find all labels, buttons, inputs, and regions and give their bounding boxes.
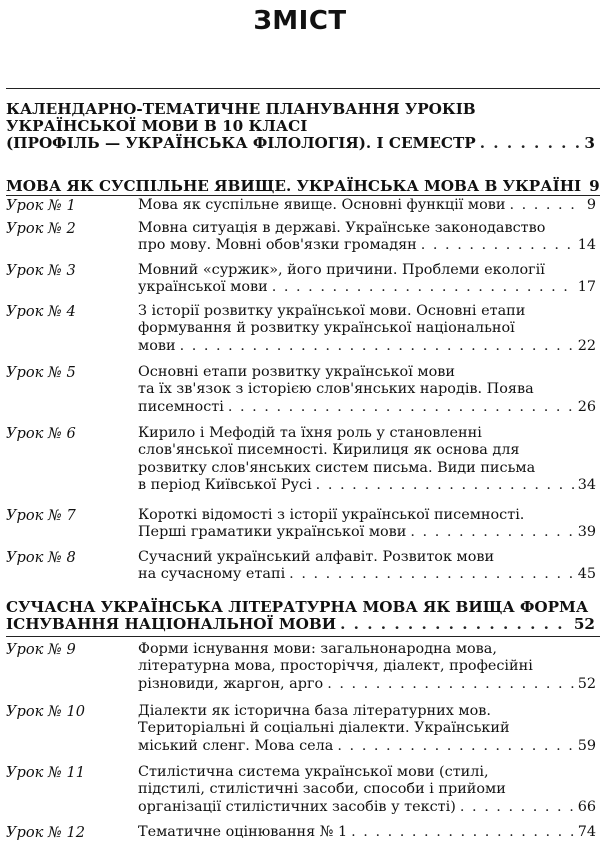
lesson-title: Форми існування мови: загальнонародна мова, xyxy=(138,641,497,657)
page-number: 39 xyxy=(577,524,596,541)
dot-leader xyxy=(327,676,574,693)
section-line: УКРАЇНСЬКОЇ МОВИ В 10 КЛАСІ xyxy=(6,117,308,135)
lesson-title: та їх зв'язок з історією слов'янських народів. Поява xyxy=(138,381,534,398)
dot-leader xyxy=(351,824,574,841)
lesson-title: мови xyxy=(138,337,176,354)
section-line: КАЛЕНДАРНО-ТЕМАТИЧНЕ ПЛАНУВАННЯ УРОКІВ xyxy=(6,100,476,118)
page-number: 17 xyxy=(577,279,596,296)
top-rule xyxy=(6,88,600,89)
lesson-title: Перші граматики української мови xyxy=(138,524,407,541)
lesson-title: Кирило і Мефодій та їхня роль у становленні xyxy=(138,425,482,441)
lesson-label: Урок № 4 xyxy=(6,303,76,320)
lesson-title: Стилістична система української мови (стилі, xyxy=(138,764,489,780)
section-heading-planning xyxy=(6,101,595,152)
lesson-title: літературна мова, просторіччя, діалект, професійні xyxy=(138,658,533,675)
page-title: ЗМІСТ xyxy=(253,6,347,36)
lesson-title: Територіальні й соціальні діалекти. Український xyxy=(138,720,510,737)
dot-leader xyxy=(180,338,574,355)
page-number: 9 xyxy=(589,177,600,195)
lesson-title: Мовний «суржик», його причини. Проблеми екології xyxy=(138,262,545,278)
dot-leader xyxy=(480,135,581,152)
lesson-title: Мова як суспільне явище. Основні функції мови xyxy=(138,197,506,213)
section-line: СУЧАСНА УКРАЇНСЬКА ЛІТЕРАТУРНА МОВА ЯК ВИЩА ФОРМА xyxy=(6,598,589,616)
section-rule xyxy=(6,195,600,196)
lesson-title: Тематичне оцінювання № 1 xyxy=(138,824,348,840)
lesson-title: формування й розвитку української національної xyxy=(138,320,515,337)
lesson-title: Сучасний український алфавіт. Розвиток мови xyxy=(138,549,495,565)
lesson-title: Діалекти як історична база літературних мов. xyxy=(138,703,491,719)
lesson-title: на сучасному етапі xyxy=(138,566,286,583)
lesson-title: організації стилістичних засобів у тексті) xyxy=(138,798,456,815)
section-line: (ПРОФІЛЬ — УКРАЇНСЬКА ФІЛОЛОГІЯ). І СЕМЕСТР xyxy=(6,134,476,152)
dot-leader xyxy=(272,279,574,296)
section-rule xyxy=(6,636,600,637)
dot-leader xyxy=(421,237,574,254)
page-number: 45 xyxy=(577,566,596,583)
dot-leader xyxy=(316,477,574,494)
page-number: 59 xyxy=(577,737,596,754)
dot-leader xyxy=(289,566,574,583)
lesson-title: Мовна ситуація в державі. Українське законодавство xyxy=(138,220,546,236)
lesson-label: Урок № 10 xyxy=(6,703,86,720)
lesson-title: різновиди, жаргон, арго xyxy=(138,675,324,692)
page-number: 52 xyxy=(573,615,595,633)
lesson-title: української мови xyxy=(138,279,268,296)
dot-leader xyxy=(228,399,574,416)
lesson-label: Урок № 1 xyxy=(6,197,76,214)
lesson-label: Урок № 5 xyxy=(6,364,76,381)
section-heading-language-social xyxy=(6,177,600,195)
dot-leader xyxy=(410,524,573,541)
page-number: 22 xyxy=(577,337,596,354)
dot-leader xyxy=(509,197,582,214)
lesson-label: Урок № 6 xyxy=(6,425,76,442)
section-line: ІСНУВАННЯ НАЦІОНАЛЬНОЇ МОВИ xyxy=(6,615,337,633)
section-heading-literary-language xyxy=(6,599,595,633)
lesson-label: Урок № 11 xyxy=(6,764,86,781)
lesson-title: Основні етапи розвитку української мови xyxy=(138,364,455,380)
lesson-title: розвитку слов'янських систем письма. Види письма xyxy=(138,459,536,476)
dot-leader xyxy=(337,738,573,755)
page-number: 9 xyxy=(586,197,596,213)
lesson-label: Урок № 9 xyxy=(6,641,76,658)
lesson-label: Урок № 8 xyxy=(6,549,76,566)
lesson-title: міський сленг. Мова села xyxy=(138,737,334,754)
dot-leader xyxy=(460,799,574,816)
lesson-title: писемності xyxy=(138,398,224,415)
page-number: 26 xyxy=(577,398,596,415)
lesson-title: в період Київської Русі xyxy=(138,476,312,493)
lesson-label: Урок № 2 xyxy=(6,220,76,237)
section-line: МОВА ЯК СУСПІЛЬНЕ ЯВИЩЕ. УКРАЇНСЬКА МОВА В УКРАЇНІ xyxy=(6,177,582,195)
dot-leader xyxy=(340,616,570,633)
page-number: 34 xyxy=(577,476,596,493)
lesson-label: Урок № 3 xyxy=(6,262,76,279)
page-number: 14 xyxy=(577,237,596,254)
lesson-label: Урок № 12 xyxy=(6,824,86,841)
lesson-title: про мову. Мовні обов'язки громадян xyxy=(138,237,417,254)
lesson-title: підстилі, стилістичні засоби, способи і прийоми xyxy=(138,781,506,798)
page-number: 74 xyxy=(577,824,596,840)
lesson-title: З історії розвитку української мови. Основні етапи xyxy=(138,303,526,319)
lesson-title: Короткі відомості з історії української писемності. xyxy=(138,507,525,523)
page-number: 3 xyxy=(584,134,595,152)
lesson-label: Урок № 7 xyxy=(6,507,76,524)
page-number: 52 xyxy=(577,675,596,692)
page-number: 66 xyxy=(577,798,596,815)
lesson-title: слов'янської писемності. Кирилиця як основа для xyxy=(138,442,520,459)
